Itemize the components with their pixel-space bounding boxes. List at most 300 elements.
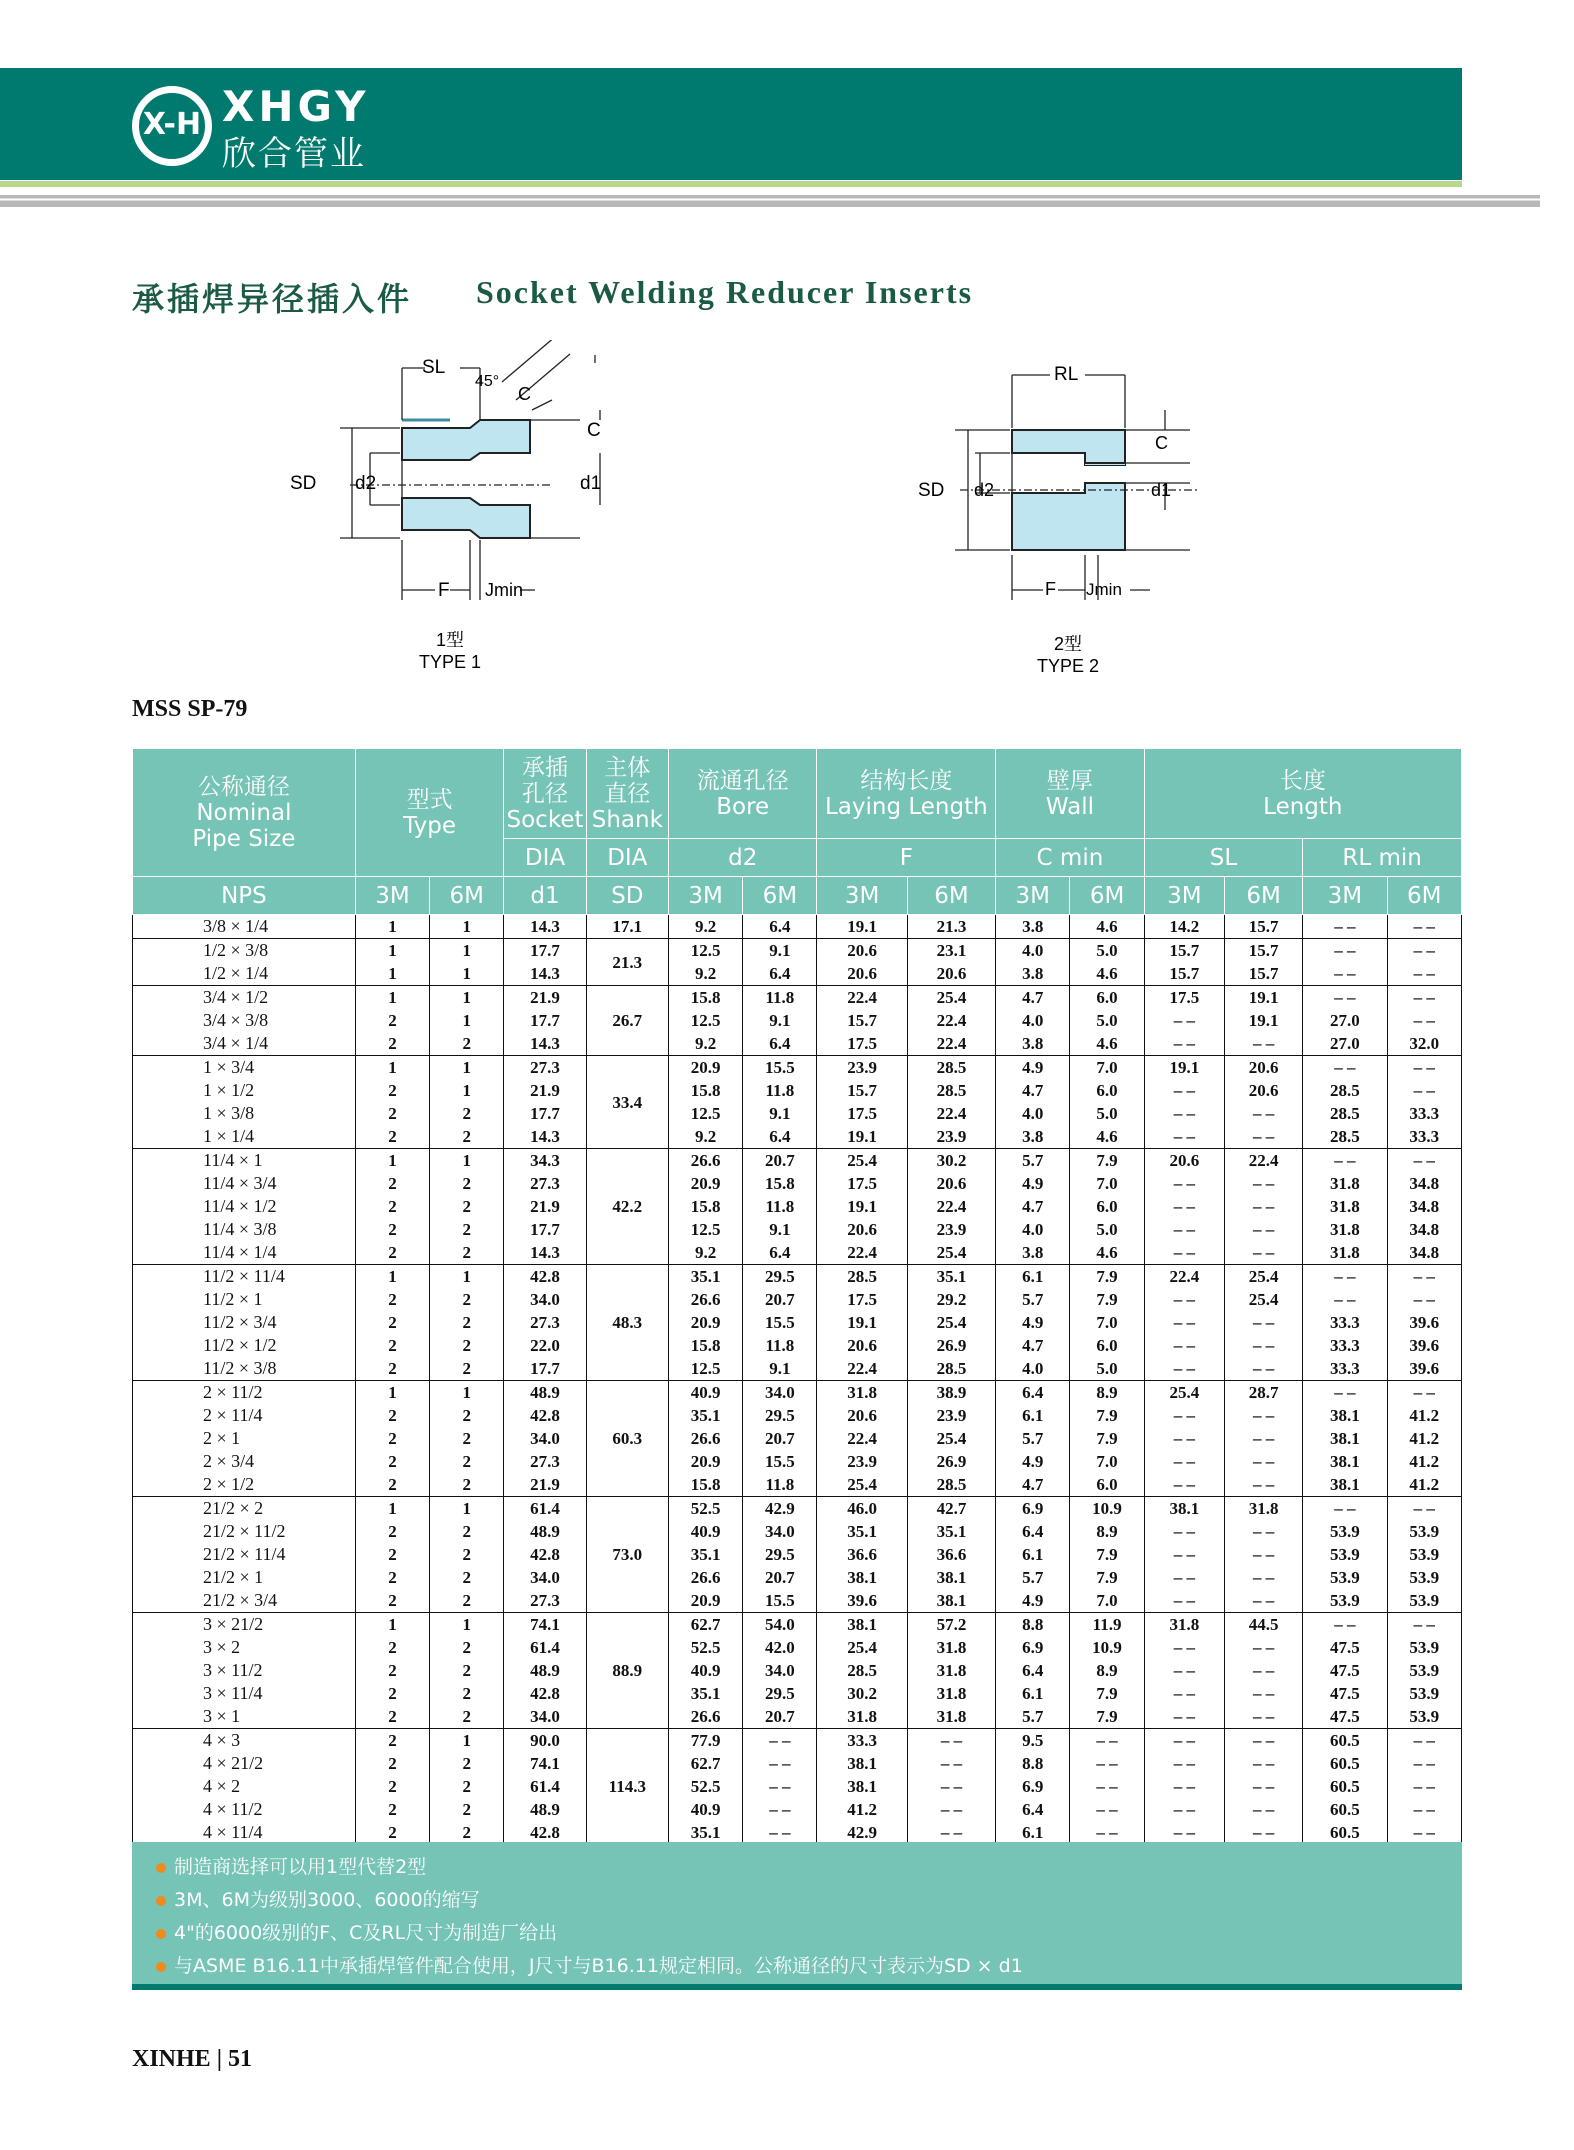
- cell-value: 21/2 × 1: [203, 1567, 264, 1587]
- cell-value: 10.9: [1092, 1638, 1122, 1657]
- table-cell: [504, 1497, 586, 1613]
- cell-value: 6.9: [1022, 1638, 1044, 1657]
- table-cell: [668, 1381, 742, 1497]
- cell-value: 2: [388, 1034, 397, 1053]
- table-cell: [907, 939, 995, 986]
- table-cell: [1387, 986, 1461, 1056]
- cell-value: 40.9: [690, 1661, 721, 1680]
- table-cell: [1070, 1265, 1144, 1381]
- cell-value: – –: [1173, 1174, 1195, 1193]
- cell-value: – –: [769, 1800, 791, 1819]
- table-cell: [430, 986, 504, 1056]
- table-row-group: [133, 939, 1462, 986]
- table-cell: [430, 1613, 504, 1729]
- cell-value: 38.1: [1330, 1406, 1360, 1425]
- cell-value: 2: [388, 1754, 397, 1773]
- cell-value: – –: [1253, 1522, 1275, 1541]
- table-row-group: [133, 915, 1462, 939]
- cell-value: 31.8: [936, 1638, 967, 1657]
- cell-value: 2: [462, 1290, 471, 1309]
- cell-value: 2: [388, 1429, 397, 1448]
- cell-value: 21/2 × 3/4: [203, 1590, 278, 1610]
- cell-value: 9.1: [769, 1104, 791, 1123]
- cell-value: 1: [462, 1615, 471, 1634]
- table-cell: [996, 939, 1070, 986]
- cell-value: 34.0: [530, 1290, 560, 1309]
- cell-value: 23.9: [847, 1058, 878, 1077]
- cell-value: – –: [1413, 1383, 1435, 1402]
- cell-value: 1 × 1/2: [203, 1080, 255, 1100]
- table-cell: [355, 1497, 429, 1613]
- table-cell: [1303, 1613, 1387, 1729]
- cell-value: 2: [462, 1707, 471, 1726]
- table-cell: [907, 915, 995, 939]
- cell-value: – –: [1413, 1777, 1435, 1796]
- table-cell: [743, 1613, 817, 1729]
- cell-value: 7.9: [1096, 1406, 1118, 1425]
- diagram2-label-sd: SD: [918, 480, 945, 501]
- cell-value: 2: [462, 1800, 471, 1819]
- cell-value: 39.6: [847, 1591, 878, 1610]
- cell-value: 48.9: [530, 1800, 560, 1819]
- cell-value: 31.8: [1169, 1615, 1200, 1634]
- cell-value: 1: [462, 964, 471, 983]
- cell-value: 20.6: [847, 1406, 878, 1425]
- cell-value: – –: [1413, 1081, 1435, 1100]
- cell-value: 15.8: [690, 1081, 721, 1100]
- cell-value: 2: [388, 1684, 397, 1703]
- cell-value: 47.5: [1330, 1684, 1360, 1703]
- cell-shank-dia: 60.3: [586, 1381, 668, 1497]
- cell-value: 2: [462, 1754, 471, 1773]
- table-row-group: [133, 1497, 1462, 1613]
- cell-value: 1: [462, 1151, 471, 1170]
- cell-value: – –: [940, 1731, 963, 1750]
- cell-value: 34.8: [1409, 1174, 1440, 1193]
- cell-value: 2: [388, 1243, 397, 1262]
- cell-value: 6.4: [1022, 1383, 1044, 1402]
- cell-value: 11/2 × 3/8: [203, 1358, 277, 1378]
- cell-value: 11.8: [765, 1081, 795, 1100]
- cell-value: 1: [388, 1615, 397, 1634]
- cell-value: 2: [388, 1313, 397, 1332]
- cell-value: 19.1: [1248, 988, 1279, 1007]
- cell-value: 1: [388, 1058, 397, 1077]
- table-cell: [996, 986, 1070, 1056]
- table-cell: [1303, 1381, 1387, 1497]
- cell-value: 6.4: [769, 1127, 791, 1146]
- cell-value: 15.7: [1248, 964, 1279, 983]
- cell-value: 61.4: [530, 1777, 560, 1796]
- cell-value: 53.9: [1409, 1522, 1440, 1541]
- cell-value: 9.2: [694, 1127, 717, 1146]
- cell-value: 2: [462, 1406, 471, 1425]
- cell-value: 2: [462, 1197, 471, 1216]
- cell-value: 7.9: [1096, 1267, 1118, 1286]
- table-cell: [1224, 1056, 1302, 1149]
- brand-name-en: XHGY: [222, 82, 370, 131]
- cell-value: – –: [1334, 941, 1356, 960]
- cell-value: – –: [769, 1754, 791, 1773]
- cell-value: – –: [1253, 1731, 1275, 1750]
- table-cell: [1387, 1265, 1461, 1381]
- cell-value: 4 × 3: [203, 1730, 241, 1750]
- cell-value: 19.1: [847, 1127, 878, 1146]
- cell-value: – –: [1334, 1151, 1356, 1170]
- cell-value: 6.4: [769, 1034, 791, 1053]
- cell-value: 2: [462, 1591, 471, 1610]
- cell-value: 2: [462, 1661, 471, 1680]
- cell-value: 29.5: [764, 1545, 795, 1564]
- cell-value: 20.7: [764, 1290, 795, 1309]
- cell-value: 33.3: [847, 1731, 878, 1750]
- cell-value: 11/4 × 3/4: [203, 1173, 277, 1193]
- cell-value: 2 × 1: [203, 1428, 241, 1448]
- table-cell: [430, 1265, 504, 1381]
- cell-value: 25.4: [1248, 1267, 1279, 1286]
- table-cell: [1224, 1149, 1302, 1265]
- cell-value: 39.6: [1409, 1359, 1440, 1378]
- cell-value: – –: [1173, 1545, 1195, 1564]
- cell-value: 60.5: [1330, 1823, 1360, 1842]
- cell-value: 36.6: [847, 1545, 878, 1564]
- diagram-label-c-top: C: [518, 384, 531, 404]
- cell-value: 19.1: [1169, 1058, 1200, 1077]
- diagram2-label-d2: d2: [974, 480, 995, 500]
- cell-value: 2: [388, 1104, 397, 1123]
- cell-value: 48.9: [530, 1661, 560, 1680]
- cell-value: – –: [1253, 1452, 1275, 1471]
- cell-value: 31.8: [847, 1383, 878, 1402]
- cell-value: 2: [388, 1707, 397, 1726]
- table-cell: [1387, 1056, 1461, 1149]
- cell-value: 4.0: [1022, 941, 1044, 960]
- cell-value: 15.7: [847, 1081, 878, 1100]
- cell-value: 5.7: [1022, 1151, 1044, 1170]
- cell-value: 20.6: [936, 1174, 967, 1193]
- cell-nps: [133, 1149, 356, 1265]
- cell-value: 2: [388, 1011, 397, 1030]
- table-cell: [1224, 1497, 1302, 1613]
- cell-value: – –: [1253, 1777, 1275, 1796]
- cell-value: 2: [388, 1081, 397, 1100]
- bullet-icon: [156, 1962, 166, 1972]
- cell-value: 11.8: [765, 1197, 795, 1216]
- header-bore-6m: 6M: [743, 877, 817, 915]
- cell-value: 22.4: [847, 988, 878, 1007]
- cell-value: 2: [462, 1545, 471, 1564]
- cell-value: 2: [462, 1359, 471, 1378]
- cell-value: 15.5: [764, 1452, 795, 1471]
- table-cell: [817, 1613, 907, 1729]
- cell-value: 20.9: [690, 1452, 721, 1471]
- table-cell: [1387, 915, 1461, 939]
- cell-value: 22.4: [847, 1243, 878, 1262]
- cell-value: 53.9: [1409, 1661, 1440, 1680]
- table-cell: [668, 939, 742, 986]
- cell-value: 33.3: [1409, 1127, 1440, 1146]
- cell-shank-dia: 73.0: [586, 1497, 668, 1613]
- table-cell: [1387, 939, 1461, 986]
- cell-value: – –: [769, 1777, 791, 1796]
- table-cell: [1144, 1729, 1224, 1845]
- table-cell: [355, 1613, 429, 1729]
- cell-value: 1: [388, 1267, 397, 1286]
- cell-value: – –: [1173, 1684, 1195, 1703]
- cell-value: 15.5: [764, 1058, 795, 1077]
- cell-value: 53.9: [1330, 1545, 1360, 1564]
- cell-value: 35.1: [936, 1522, 967, 1541]
- bullet-icon: [156, 1929, 166, 1939]
- cell-value: – –: [1334, 1290, 1356, 1309]
- cell-value: 3 × 21/2: [203, 1614, 264, 1634]
- table-cell: [430, 915, 504, 939]
- cell-value: 28.5: [936, 1081, 967, 1100]
- cell-value: 17.7: [530, 1104, 560, 1123]
- cell-value: 4.6: [1096, 1243, 1118, 1262]
- header-type-6m: 6M: [430, 877, 504, 915]
- cell-value: 38.1: [847, 1754, 878, 1773]
- cell-value: – –: [1253, 1545, 1275, 1564]
- cell-value: 20.9: [690, 1591, 721, 1610]
- header-type-3m: 3M: [355, 877, 429, 915]
- cell-value: – –: [1096, 1800, 1118, 1819]
- cell-value: 23.9: [847, 1452, 878, 1471]
- cell-value: – –: [769, 1731, 791, 1750]
- cell-value: 2: [462, 1313, 471, 1332]
- cell-value: 62.7: [690, 1615, 721, 1634]
- cell-value: 9.2: [694, 1243, 717, 1262]
- cell-value: – –: [1173, 1475, 1195, 1494]
- cell-value: 7.9: [1096, 1568, 1118, 1587]
- cell-value: 38.9: [936, 1383, 967, 1402]
- cell-value: 2: [388, 1452, 397, 1471]
- cell-value: 11.8: [765, 1475, 795, 1494]
- cell-value: 27.3: [530, 1591, 560, 1610]
- cell-value: 3/4 × 1/2: [203, 987, 269, 1007]
- cell-value: 15.7: [1169, 964, 1200, 983]
- table-cell: [907, 1381, 995, 1497]
- table-cell: [907, 1497, 995, 1613]
- cell-value: 14.3: [530, 1127, 560, 1146]
- cell-value: – –: [1413, 964, 1435, 983]
- cell-value: 5.0: [1096, 1011, 1118, 1030]
- cell-value: 35.1: [847, 1522, 878, 1541]
- diagram-label-sl: SL: [422, 357, 446, 378]
- cell-value: 23.9: [936, 1127, 967, 1146]
- type1-label-cn: 1型: [435, 630, 465, 650]
- cell-value: – –: [1253, 1104, 1275, 1123]
- table-cell: [1303, 1056, 1387, 1149]
- cell-value: 1: [462, 1499, 471, 1518]
- table-cell: [1144, 939, 1224, 986]
- brand-logo-icon: X-H: [132, 86, 212, 166]
- cell-value: – –: [1413, 1499, 1435, 1518]
- cell-value: 15.5: [764, 1591, 795, 1610]
- cell-value: 3/8 × 1/4: [203, 916, 269, 936]
- cell-value: 22.4: [936, 1197, 967, 1216]
- cell-value: 32.0: [1409, 1034, 1440, 1053]
- page-title-en: Socket Welding Reducer Inserts: [476, 274, 974, 310]
- cell-value: 53.9: [1409, 1568, 1440, 1587]
- cell-value: 31.8: [936, 1707, 967, 1726]
- diagram-label-jmin: Jmin: [485, 580, 524, 600]
- cell-value: 35.1: [690, 1823, 721, 1842]
- diagram-label-angle: 45°: [475, 373, 500, 390]
- table-cell: [996, 1056, 1070, 1149]
- header-nominal: 公称通径 Nominal Pipe Size: [133, 749, 356, 877]
- cell-value: 90.0: [530, 1731, 560, 1750]
- cell-value: 38.1: [1330, 1452, 1360, 1471]
- cell-value: 3.8: [1022, 1127, 1044, 1146]
- cell-value: 1: [388, 964, 397, 983]
- cell-value: 7.0: [1096, 1313, 1118, 1332]
- cell-value: – –: [1413, 1754, 1435, 1773]
- header-c-3m: 3M: [996, 877, 1070, 915]
- cell-value: 38.1: [1330, 1429, 1360, 1448]
- header-shank-dia: DIA: [586, 839, 668, 877]
- cell-value: 1 × 3/4: [203, 1057, 255, 1077]
- cell-value: 48.9: [530, 1383, 560, 1402]
- cell-value: 7.9: [1096, 1151, 1118, 1170]
- cell-value: 6.9: [1022, 1777, 1044, 1796]
- cell-value: 26.6: [690, 1290, 721, 1309]
- table-cell: [1070, 939, 1144, 986]
- cell-value: 3.8: [1022, 1243, 1044, 1262]
- table-cell: [668, 1729, 742, 1845]
- cell-value: 5.7: [1022, 1568, 1044, 1587]
- cell-nps: [133, 1265, 356, 1381]
- cell-value: 34.8: [1409, 1220, 1440, 1239]
- cell-value: 4.6: [1096, 1127, 1118, 1146]
- cell-value: 6.4: [769, 1243, 791, 1262]
- cell-value: 57.2: [936, 1615, 967, 1634]
- cell-value: 20.6: [847, 1220, 878, 1239]
- cell-value: – –: [1413, 1011, 1435, 1030]
- cell-value: 6.1: [1022, 1684, 1044, 1703]
- cell-value: 61.4: [530, 1638, 560, 1657]
- cell-value: 6.1: [1022, 1823, 1044, 1842]
- cell-value: 34.0: [530, 1707, 560, 1726]
- cell-value: – –: [1173, 1429, 1195, 1448]
- cell-value: 7.9: [1096, 1684, 1118, 1703]
- cell-value: 19.1: [847, 1197, 878, 1216]
- header-sl-3m: 3M: [1144, 877, 1224, 915]
- bullet-icon: [156, 1863, 166, 1873]
- cell-value: 26.6: [690, 1429, 721, 1448]
- table-cell: [430, 1149, 504, 1265]
- cell-value: 3 × 2: [203, 1637, 241, 1657]
- table-cell: [996, 1381, 1070, 1497]
- table-cell: [817, 1381, 907, 1497]
- cell-value: 3/4 × 1/4: [203, 1033, 269, 1053]
- cell-value: 53.9: [1409, 1591, 1440, 1610]
- cell-value: 1: [462, 1731, 471, 1750]
- cell-value: – –: [1413, 988, 1435, 1007]
- cell-value: – –: [1413, 941, 1435, 960]
- cell-value: 14.3: [530, 917, 560, 936]
- cell-value: 28.5: [936, 1058, 967, 1077]
- table-row-group: [133, 1613, 1462, 1729]
- cell-value: 1: [388, 988, 397, 1007]
- cell-value: 20.6: [847, 1336, 878, 1355]
- notes-panel: [132, 1842, 1462, 1984]
- cell-value: 3.8: [1022, 1034, 1044, 1053]
- cell-value: 2 × 3/4: [203, 1451, 255, 1471]
- cell-value: 2: [388, 1661, 397, 1680]
- cell-value: 9.5: [1022, 1731, 1044, 1750]
- cell-value: 11/2 × 1: [203, 1289, 263, 1309]
- table-cell: [743, 1381, 817, 1497]
- cell-value: 26.9: [936, 1336, 967, 1355]
- header-socket: 承插 孔径 Socket: [504, 749, 586, 839]
- cell-value: 31.8: [936, 1684, 967, 1703]
- cell-value: – –: [1334, 1615, 1356, 1634]
- cell-value: 27.3: [530, 1452, 560, 1471]
- table-cell: [1303, 986, 1387, 1056]
- cell-value: 2: [462, 1429, 471, 1448]
- cell-value: 2: [388, 1359, 397, 1378]
- table-cell: [817, 939, 907, 986]
- cell-value: 6.4: [1022, 1800, 1044, 1819]
- cell-value: 9.1: [769, 1359, 791, 1378]
- cell-value: – –: [1413, 1731, 1435, 1750]
- table-cell: [1387, 1497, 1461, 1613]
- cell-value: 25.4: [847, 1151, 878, 1170]
- cell-value: 2: [388, 1522, 397, 1541]
- cell-value: 27.0: [1330, 1011, 1360, 1030]
- cell-value: 4.7: [1022, 988, 1044, 1007]
- table-cell: [355, 1729, 429, 1845]
- cell-value: 41.2: [847, 1800, 878, 1819]
- cell-value: 2: [388, 1823, 397, 1842]
- cell-value: 42.9: [847, 1823, 878, 1842]
- cell-value: 2: [388, 1545, 397, 1564]
- cell-value: 34.0: [764, 1661, 795, 1680]
- table-cell: [1303, 1729, 1387, 1845]
- standard-label: MSS SP-79: [132, 696, 248, 722]
- cell-value: 9.2: [694, 964, 717, 983]
- cell-value: 34.0: [764, 1522, 795, 1541]
- table-cell: [1387, 1729, 1461, 1845]
- cell-value: – –: [940, 1800, 963, 1819]
- cell-value: 2: [462, 1522, 471, 1541]
- cell-value: 52.5: [690, 1638, 721, 1657]
- header-laying-length: 结构长度 Laying Length: [817, 749, 996, 839]
- cell-value: 25.4: [847, 1638, 878, 1657]
- cell-value: 41.2: [1409, 1406, 1440, 1425]
- cell-value: – –: [1334, 1058, 1356, 1077]
- cell-value: 15.8: [690, 988, 721, 1007]
- table-cell: [1224, 1265, 1302, 1381]
- cell-value: 42.9: [764, 1499, 795, 1518]
- cell-shank-dia: 17.1: [586, 915, 668, 939]
- cell-value: 4 × 11/2: [203, 1799, 263, 1819]
- table-cell: [743, 986, 817, 1056]
- table-cell: [1303, 1497, 1387, 1613]
- bullet-icon: [156, 1896, 166, 1906]
- cell-value: 6.4: [1022, 1522, 1044, 1541]
- cell-value: 4.7: [1022, 1336, 1044, 1355]
- header-socket-dia: DIA: [504, 839, 586, 877]
- cell-value: 2: [462, 1220, 471, 1239]
- table-cell: [996, 1149, 1070, 1265]
- cell-value: – –: [1096, 1823, 1118, 1842]
- cell-value: 4 × 2: [203, 1776, 241, 1796]
- cell-value: – –: [1253, 1429, 1275, 1448]
- cell-value: 42.8: [530, 1684, 560, 1703]
- cell-value: 17.5: [847, 1290, 878, 1309]
